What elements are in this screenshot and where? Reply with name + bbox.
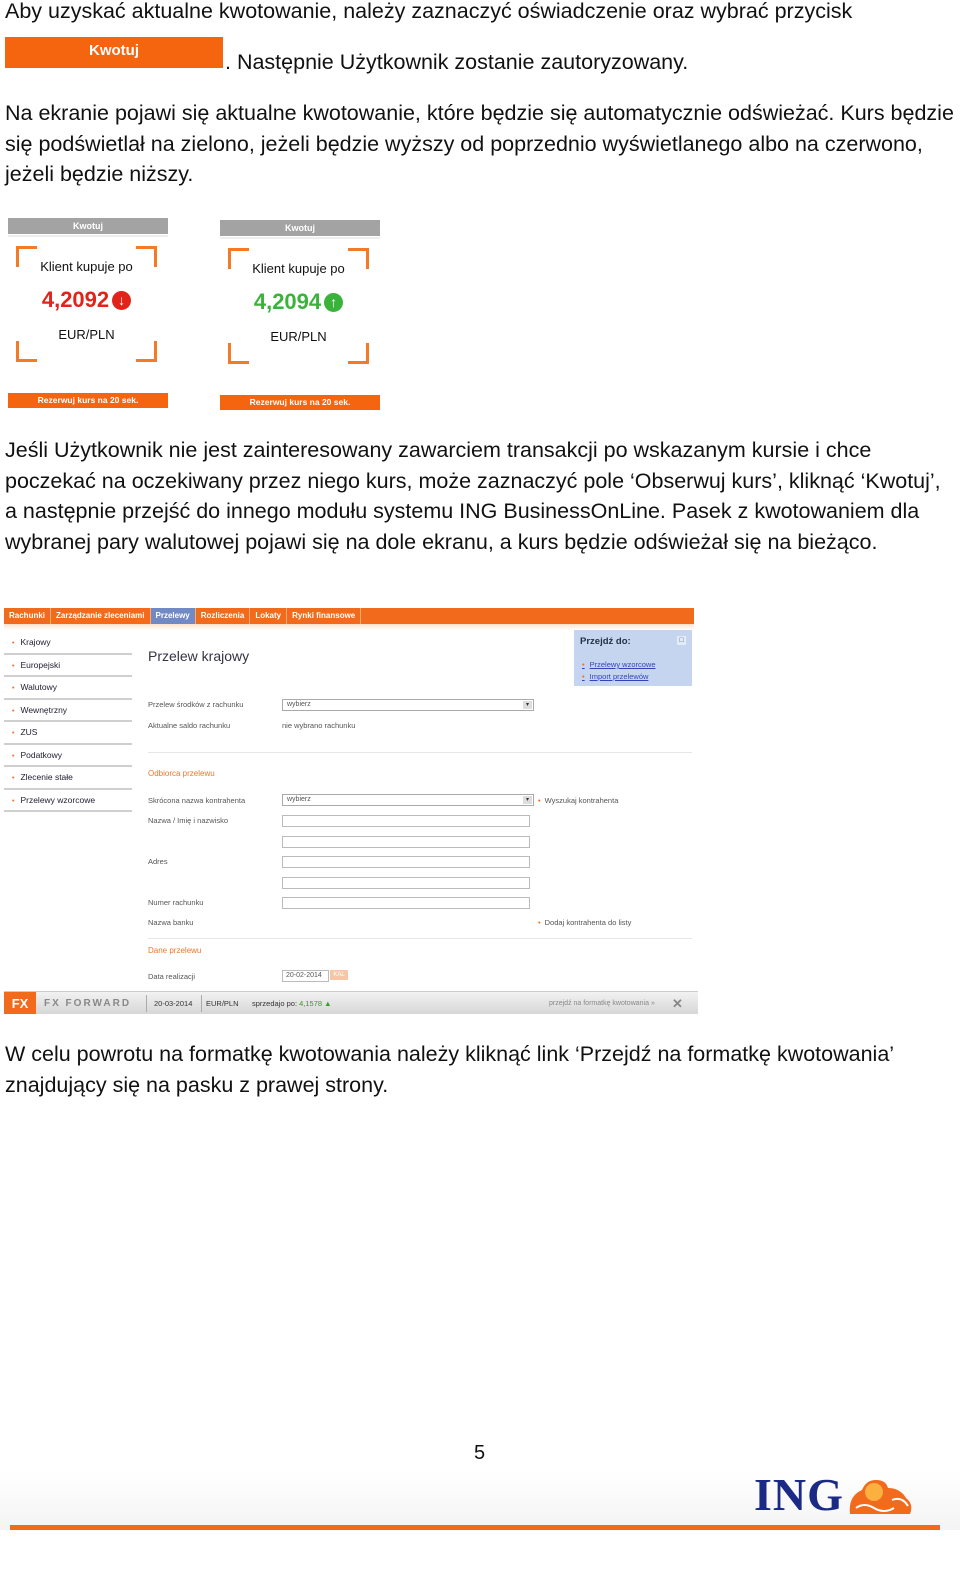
address-input-1[interactable] [282,856,530,868]
tab-lokaty[interactable]: Lokaty [250,608,287,624]
fx-forward-bar [4,991,698,1014]
app-screenshot [4,608,698,1014]
currency-pair: EUR/PLN [58,327,115,342]
quote-frame [228,248,369,364]
balance-label: Aktualne saldo rachunku [148,721,231,730]
page-title: Przelew krajowy [148,648,250,664]
tab-rozliczenia[interactable]: Rozliczenia [196,608,251,624]
tab-rynki-finansowe[interactable]: Rynki finansowe [287,608,361,624]
widget-header: Kwotuj [220,220,380,236]
jump-title: Przejdź do: [580,636,631,647]
tab-przelewy[interactable]: Przelewy [151,608,196,624]
sidebar-item-europejski[interactable]: • Europejski [4,655,132,678]
fx-forward-label: FX FORWARD [44,998,132,1009]
quote-widget-down [8,218,168,408]
tab-rachunki[interactable]: Rachunki [4,608,51,624]
intro-paragraph: Aby uzyskać aktualne kwotowanie, należy zaznaczyć oświadczenie oraz wybrać przycisk [5,0,853,23]
sidebar-item-wewnetrzny[interactable]: • Wewnętrzny [4,700,132,723]
address-label: Adres [148,857,168,866]
widget-header: Kwotuj [8,218,168,234]
fx-date: 20-03-2014 [154,999,193,1008]
recipient-section-title: Odbiorca przelewu [148,769,215,778]
intro-paragraph-end: . Następnie Użytkownik zostanie zautoryzowany. [225,50,689,74]
rate-value: 4,2094 [253,289,322,314]
client-buys-label: Klient kupuje po [252,261,345,276]
from-account-label: Przelew środków z rachunku [148,700,244,709]
quote-widget-up [220,220,380,410]
reserve-rate-button[interactable]: Rezerwuj kurs na 20 sek. [8,393,168,408]
account-number-input[interactable] [282,897,530,909]
divider [201,995,202,1012]
execution-date-input[interactable]: 20-02-2014 [282,970,329,982]
jump-link-import[interactable]: • Import przelewów [582,672,649,681]
divider [148,752,692,753]
fx-logo: FX [4,992,36,1014]
footer-rule [10,1525,940,1530]
execution-date-label: Data realizacji [148,972,196,981]
refresh-paragraph: Na ekranie pojawi się aktualne kwotowanie, które będzie się automatycznie odświeżać. Kurs będzie się podświetlał na zielono, jeżeli będzie wyższy od poprzednio wyświetlanego albo na czerwono, jeżeli będzie niższy. [5,101,954,187]
transfer-section-title: Dane przelewu [148,946,202,955]
sidebar-item-zlecenie-stale[interactable]: • Zlecenie stałe [4,767,132,790]
divider [8,235,168,237]
return-paragraph: W celu powrotu na formatkę kwotowania należy kliknąć link ‘Przejdź na formatkę kwotowania’ znajdujący się na pasku z prawej strony. [5,1042,894,1097]
ing-logo-text: ING [754,1469,844,1520]
quote-rate [16,287,157,313]
sidebar-item-przelewy-wzorcowe[interactable]: • Przelewy wzorcowe [4,790,132,813]
account-number-label: Numer rachunku [148,898,204,907]
bank-name-label: Nazwa banku [148,918,194,927]
kwotuj-button[interactable]: Kwotuj [5,37,223,68]
ing-logo [754,1469,916,1520]
close-icon[interactable]: ✕ [672,996,683,1011]
jump-link-templates[interactable]: • Przelewy wzorcowe [582,660,656,669]
page-number: 5 [474,1442,486,1464]
sidebar-item-podatkowy[interactable]: • Podatkowy [4,745,132,768]
from-account-select[interactable]: wybierz ▾ [282,699,534,711]
sidebar-item-krajowy[interactable]: • Krajowy [4,632,132,655]
collapse-icon[interactable]: □ [677,636,686,645]
balance-value: nie wybrano rachunku [282,721,356,730]
fx-rate: sprzedajo po: 4,1578 ▲ [252,999,332,1008]
short-name-label: Skrócona nazwa kontrahenta [148,796,246,805]
name-label: Nazwa / Imię i nazwisko [148,816,229,825]
short-name-select[interactable]: wybierz ▾ [282,794,534,806]
rate-value: 4,2092 [41,287,110,312]
reserve-rate-button[interactable]: Rezerwuj kurs na 20 sek. [220,395,380,410]
arrow-up-icon: ↑ [324,293,343,312]
name-input-1[interactable] [282,815,530,827]
jump-panel [574,630,692,686]
name-input-2[interactable] [282,836,530,848]
calendar-button[interactable]: KAL [330,970,348,980]
sidebar-item-walutowy[interactable]: • Walutowy [4,677,132,700]
address-input-2[interactable] [282,877,530,889]
back-to-quote-link[interactable]: przejdź na formatkę kwotowania » [549,1000,655,1007]
chevron-down-icon: ▾ [523,701,532,709]
divider [148,938,692,939]
tab-zarzadzanie-zleceniami[interactable]: Zarządzanie zleceniami [51,608,150,624]
search-contractor-link[interactable]: • Wyszukaj kontrahenta [538,796,619,805]
quote-rate [228,289,369,315]
currency-pair: EUR/PLN [270,329,327,344]
arrow-down-icon: ↓ [112,291,131,310]
sidebar-item-zus[interactable]: • ZUS [4,722,132,745]
main-nav-tabs [4,608,694,624]
sidebar-menu [4,632,132,812]
chevron-down-icon: ▾ [523,796,532,804]
observe-paragraph: Jeśli Użytkownik nie jest zainteresowany zawarciem transakcji po wskazanym kursie i chce poczekać na oczekiwany przez niego kurs, może zaznaczyć pole ‘Obserwuj kurs’, kliknąć ‘Kwotuj’, a następnie przejść do innego modułu systemu ING BusinessOnLine. Pasek z kwotowaniem dla wybranej pary walutowej pojawi się na dole ekranu, a kurs będzie odświeżał się na bieżąco. [5,438,941,555]
add-contractor-link[interactable]: • Dodaj kontrahenta do listy [538,918,632,927]
quote-frame [16,246,157,362]
divider [220,237,380,239]
divider [146,995,147,1012]
client-buys-label: Klient kupuje po [40,259,133,274]
lion-icon [844,1474,916,1518]
fx-pair: EUR/PLN [206,999,239,1008]
